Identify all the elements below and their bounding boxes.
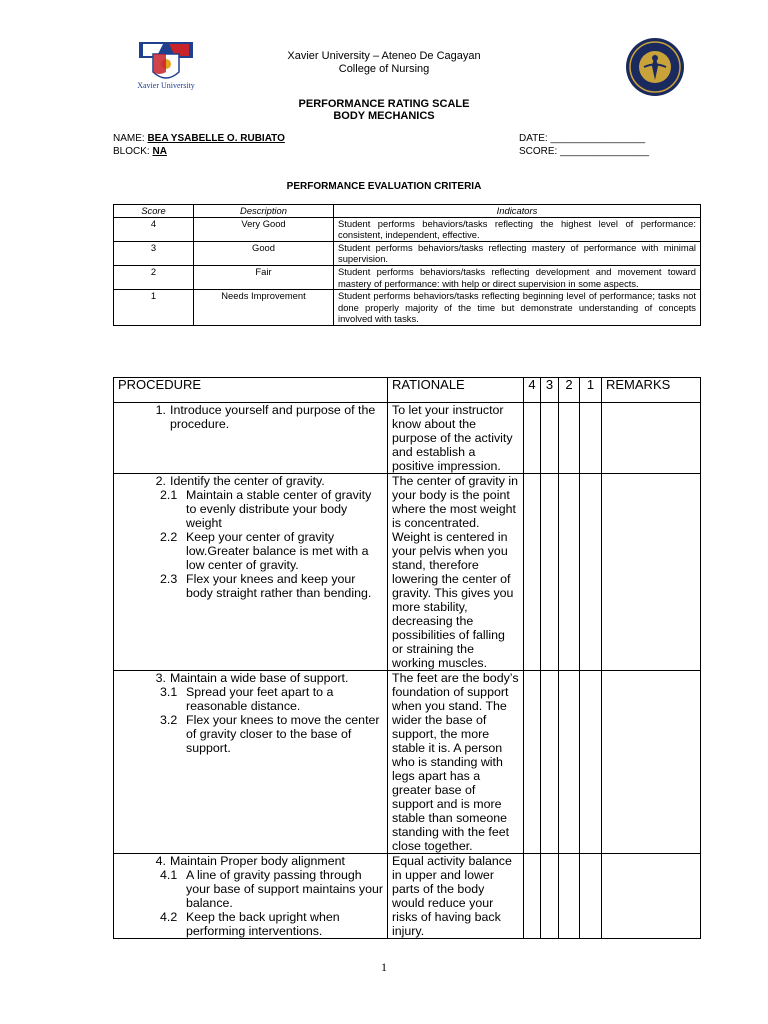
procedure-row	[114, 474, 701, 671]
step-number: 2.	[155, 474, 166, 488]
score-1-cell[interactable]	[580, 403, 602, 474]
criteria-indicator: Student performs behaviors/tasks reflecting mastery of performance with minimal supervision.	[334, 241, 701, 265]
procedure-cell	[114, 671, 388, 854]
step-number: 3.	[155, 671, 166, 685]
substep-text: Maintain a stable center of gravity to evenly distribute your body weight	[186, 488, 372, 530]
criteria-title: PERFORMANCE EVALUATION CRITERIA	[286, 181, 482, 192]
remarks-header: REMARKS	[602, 378, 701, 403]
substep-text: Spread your feet apart to a reasonable distance.	[186, 685, 334, 713]
procedure-row	[114, 403, 701, 474]
rationale-header: RATIONALE	[388, 378, 524, 403]
title-line-1: PERFORMANCE RATING SCALE	[298, 98, 470, 110]
score-1-cell[interactable]	[580, 671, 602, 854]
criteria-row	[114, 241, 701, 265]
criteria-description: Needs Improvement	[194, 290, 334, 326]
score-1-cell[interactable]	[580, 474, 602, 671]
substep-number: 4.2	[160, 910, 178, 924]
score-3-cell[interactable]	[541, 403, 559, 474]
score-4-cell[interactable]	[524, 403, 541, 474]
rationale-cell: Equal activity balance in upper and lower parts of the body would reduce your risks of having back injury.	[388, 854, 524, 939]
criteria-score: 3	[114, 241, 194, 265]
procedure-cell	[114, 403, 388, 474]
score-3-cell[interactable]	[541, 854, 559, 939]
university-name: Xavier University – Ateneo De Cagayan	[287, 50, 481, 62]
substep-number: 2.3	[160, 572, 178, 586]
score-4-cell[interactable]	[524, 474, 541, 671]
step-text: Identify the center of gravity.	[170, 474, 325, 488]
block-label: BLOCK:	[113, 146, 150, 157]
remarks-cell[interactable]	[602, 854, 701, 939]
name-value: BEA YSABELLE O. RUBIATO	[147, 133, 285, 144]
score-3-header: 3	[541, 378, 559, 403]
remarks-cell[interactable]	[602, 403, 701, 474]
score-2-cell[interactable]	[559, 854, 580, 939]
substep-text: Flex your knees and keep your body straight rather than bending.	[186, 572, 372, 600]
procedure-cell	[114, 474, 388, 671]
step-number: 1.	[155, 403, 166, 417]
criteria-row	[114, 265, 701, 289]
criteria-row	[114, 217, 701, 241]
score-1-cell[interactable]	[580, 854, 602, 939]
svg-text:Xavier University: Xavier University	[137, 81, 195, 90]
procedure-header: PROCEDURE	[114, 378, 388, 403]
name-field	[113, 133, 285, 145]
date-blank: _________________	[550, 133, 646, 144]
block-field	[113, 146, 167, 158]
substep-number: 2.1	[160, 488, 178, 502]
criteria-header-indicators: Indicators	[334, 205, 701, 218]
title-line-2: BODY MECHANICS	[333, 110, 435, 122]
criteria-score: 4	[114, 217, 194, 241]
substep-number: 3.2	[160, 713, 178, 727]
criteria-header-description: Description	[194, 205, 334, 218]
procedure-table	[113, 377, 701, 939]
score-4-header: 4	[524, 378, 541, 403]
rationale-cell: To let your instructor know about the purpose of the activity and establish a positive impression.	[388, 403, 524, 474]
substep-text: A line of gravity passing through your base of support maintains your balance.	[186, 868, 383, 910]
substep-text: Flex your knees to move the center of gravity closer to the base of support.	[186, 713, 380, 755]
rationale-cell: The center of gravity in your body is the point where the most weight is concentrated. Weight is centered in your pelvis when you stand, therefore lowering the center of gravity. This gives you more stability, decreasing the possibilities of falling or straining the working muscles.	[388, 474, 524, 671]
name-label: NAME:	[113, 133, 145, 144]
score-field	[519, 146, 649, 158]
document-title	[0, 98, 768, 122]
criteria-description: Very Good	[194, 217, 334, 241]
score-3-cell[interactable]	[541, 671, 559, 854]
substep-number: 3.1	[160, 685, 178, 699]
step-number: 4.	[155, 854, 166, 868]
date-field	[519, 133, 645, 145]
score-2-cell[interactable]	[559, 671, 580, 854]
criteria-score: 1	[114, 290, 194, 326]
score-blank: ________________	[560, 146, 650, 157]
criteria-row	[114, 290, 701, 326]
procedure-row	[114, 671, 701, 854]
score-4-cell[interactable]	[524, 854, 541, 939]
substep-number: 4.1	[160, 868, 178, 882]
criteria-header-score: Score	[114, 205, 194, 218]
score-2-cell[interactable]	[559, 403, 580, 474]
procedure-row	[114, 854, 701, 939]
block-value: NA	[152, 146, 167, 157]
substep-text: Keep the back upright when performing interventions.	[186, 910, 340, 938]
college-name: College of Nursing	[338, 63, 430, 75]
score-2-header: 2	[559, 378, 580, 403]
institution-header	[0, 50, 768, 76]
substep-text: Keep your center of gravity low.Greater balance is met with a low center of gravity.	[186, 530, 369, 572]
remarks-cell[interactable]	[602, 474, 701, 671]
criteria-indicator: Student performs behaviors/tasks reflecting beginning level of performance; tasks not done properly majority of the time but demonstrate understanding of concepts involved with tasks.	[334, 290, 701, 326]
score-3-cell[interactable]	[541, 474, 559, 671]
criteria-score: 2	[114, 265, 194, 289]
rationale-cell: The feet are the body’s foundation of support when you stand. The wider the base of support, the more stable it is. A person who is standing with legs apart has a greater base of support and is more stable than someone standing with the feet close together.	[388, 671, 524, 854]
score-1-header: 1	[580, 378, 602, 403]
criteria-indicator: Student performs behaviors/tasks reflecting the highest level of performance: consistent, independent, effective.	[334, 217, 701, 241]
date-label: DATE:	[519, 133, 548, 144]
procedure-header-row	[114, 378, 701, 403]
score-2-cell[interactable]	[559, 474, 580, 671]
score-4-cell[interactable]	[524, 671, 541, 854]
step-text: Introduce yourself and purpose of the procedure.	[170, 403, 376, 431]
procedure-cell	[114, 854, 388, 939]
step-text: Maintain Proper body alignment	[170, 854, 345, 868]
substep-number: 2.2	[160, 530, 178, 544]
criteria-header-row	[114, 205, 701, 218]
score-label: SCORE:	[519, 146, 558, 157]
criteria-table	[113, 204, 701, 326]
criteria-indicator: Student performs behaviors/tasks reflecting development and movement toward mastery of performance: with help or direct supervision in some aspects.	[334, 265, 701, 289]
remarks-cell[interactable]	[602, 671, 701, 854]
step-text: Maintain a wide base of support.	[170, 671, 349, 685]
criteria-description: Good	[194, 241, 334, 265]
page-number: 1	[381, 960, 387, 974]
criteria-description: Fair	[194, 265, 334, 289]
